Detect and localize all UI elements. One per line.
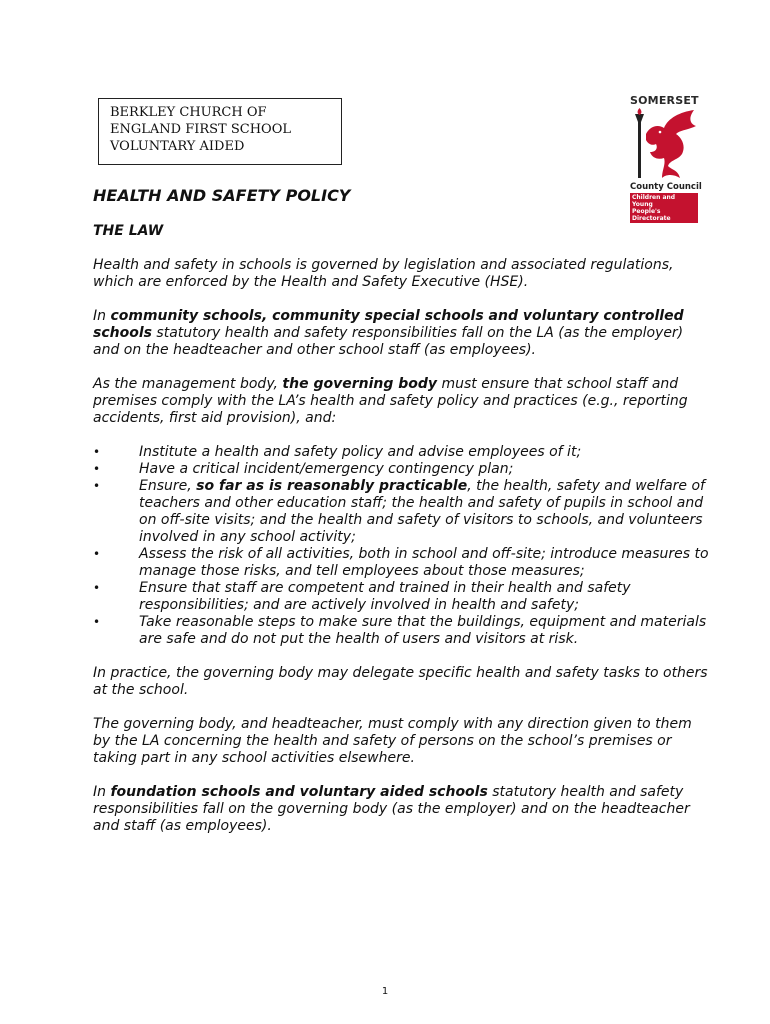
list-item-text: Ensure that staff are competent and trained in their health and safety responsibilities; and are actively involved in health and safety; [139,580,631,613]
list-item [93,461,713,478]
list-item-text: Institute a health and safety policy and advise employees of it; [139,444,582,460]
document-body [93,186,713,835]
directorate-line-1: Children and Young [632,194,676,208]
list-item-text: Ensure, [139,478,197,494]
dragon-icon [630,108,698,182]
paragraph-4: In practice, the governing body may delegate specific health and safety tasks to others at the school. [93,665,708,698]
p3-bold: the governing body [282,376,438,392]
paragraph-1: Health and safety in schools is governed by legislation and associated regulations, which are enforced by the Health and Safety Executive (HSE). [93,257,674,290]
p6-post: statutory health and safety responsibilities fall on the governing body (as the employer) and on the headteacher and staff (as employees). [93,784,690,834]
p2-bold: community schools, community special schools and voluntary controlled schools [93,308,684,341]
paragraph-6 [93,784,713,835]
list-item [93,478,713,546]
document-title: HEALTH AND SAFETY POLICY [93,186,351,205]
list-item-text-post: , the health, safety and welfare of teachers and other education staff; the health and safety of pupils in school and on off-site visits; and the health and safety of visitors to schools, and volunteers involved in any school activity; [139,478,705,545]
section-heading: THE LAW [93,223,164,239]
list-item [93,546,713,580]
bullet-icon: • [93,462,101,476]
logo-somerset-text: SOMERSET [630,94,699,107]
list-item-text: Take reasonable steps to make sure that the buildings, equipment and materials are safe and do not put the health of users and visitors at risk. [139,614,707,647]
p3-pre: As the management body, [93,376,283,392]
p6-bold: foundation schools and voluntary aided schools [110,784,488,800]
directorate-line-2: People's Directorate [632,208,671,222]
bullet-icon: • [93,615,101,629]
bullet-icon: • [93,581,101,595]
p2-pre: In [93,308,111,324]
bullet-icon: • [93,479,101,493]
list-item [93,444,713,461]
school-name-line-1: BERKLEY CHURCH OF [110,105,267,120]
paragraph-2 [93,308,713,359]
bullet-icon: • [93,445,101,459]
p6-pre: In [93,784,111,800]
school-name-line-3: VOLUNTARY AIDED [110,139,245,154]
page-number: 1 [381,986,389,997]
list-item-bold: so far as is reasonably practicable [196,478,468,494]
bullet-icon: • [93,547,101,561]
list-item [93,580,713,614]
list-item-text: Have a critical incident/emergency contingency plan; [139,461,514,477]
school-name-box [98,98,342,165]
paragraph-5: The governing body, and headteacher, must comply with any direction given to them by the LA concerning the health and safety of persons on the school’s premises or taking part in any school activities elsewhere. [93,716,692,766]
duties-list [93,444,713,648]
p2-post: statutory health and safety responsibilities fall on the LA (as the employer) and on the headteacher and other school staff (as employees). [93,325,684,358]
list-item-text: Assess the risk of all activities, both in school and off-site; introduce measures to manage those risks, and tell employees about those measures; [139,546,709,579]
paragraph-3 [93,376,713,427]
school-name-line-2: ENGLAND FIRST SCHOOL [110,122,291,137]
p3-post: must ensure that school staff and premises comply with the LA’s health and safety policy and practices (e.g., reporting accidents, first aid provision), and: [93,376,688,426]
list-item [93,614,713,648]
logo-county-council-text: County Council [630,182,702,192]
